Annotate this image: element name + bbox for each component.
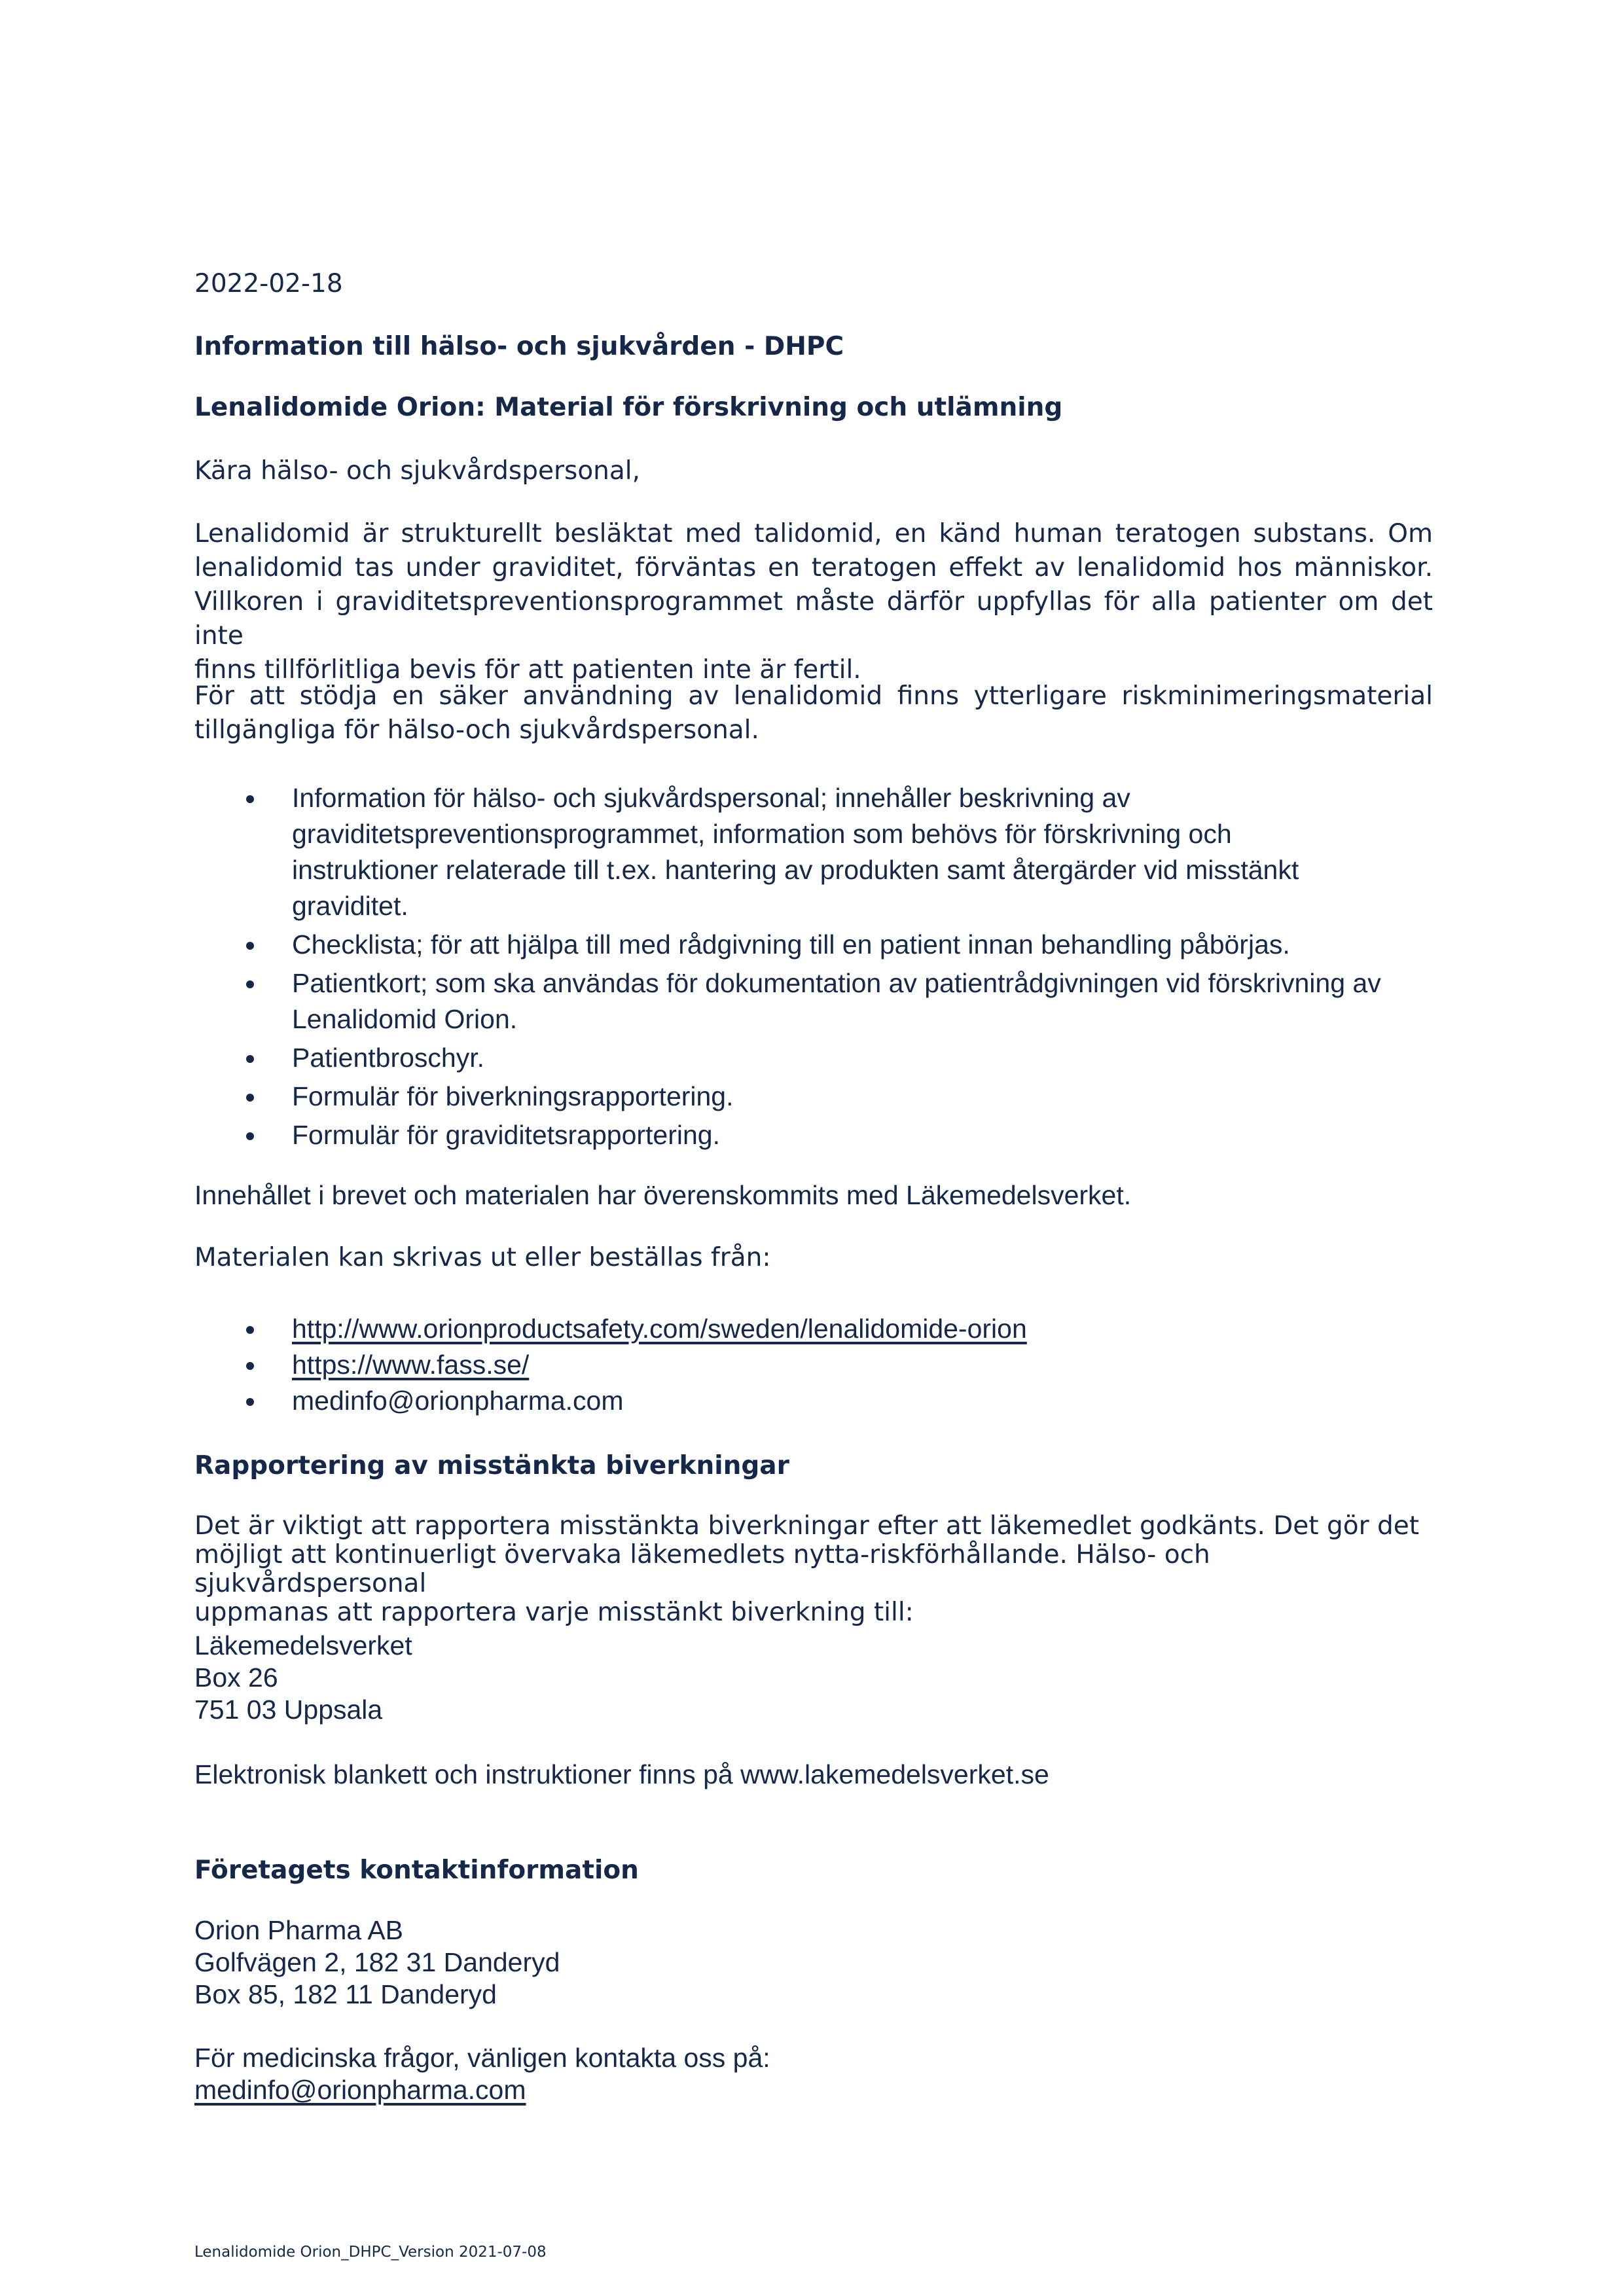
footer-version: Lenalidomide Orion_DHPC_Version 2021-07-08	[194, 2244, 547, 2261]
company-street: Golfvägen 2, 182 31 Danderyd	[194, 1947, 560, 1977]
list-item-line: instruktioner relaterade till t.ex. hantering av produkten samt återgärder vid misstänkt	[292, 855, 1299, 885]
paragraph-line: uppmanas att rapportera varje misstänkt biverkning till:	[194, 1598, 914, 1627]
list-item-line: Checklista; för att hjälpa till med rådgivning till en patient innan behandling påbörjas.	[292, 929, 1290, 960]
heading-dhpc: Information till hälso- och sjukvården - DHPC	[194, 332, 844, 361]
heading-contact: Företagets kontaktinformation	[194, 1856, 639, 1885]
paragraph-line: lenalidomid tas under graviditet, förväntas en teratogen effekt av lenalidomid hos människor.	[194, 553, 1433, 583]
paragraph-support	[194, 679, 1433, 747]
paragraph-teratogen	[194, 517, 1433, 687]
agency-city: 751 03 Uppsala	[194, 1695, 383, 1725]
salutation: Kära hälso- och sjukvårdspersonal,	[194, 456, 641, 486]
electronic-form-text: Elektronisk blankett och instruktioner finns på www.lakemedelsverket.se	[194, 1759, 1049, 1789]
bullet-icon	[246, 1132, 254, 1140]
paragraph-line: finns tillförlitliga bevis för att patienten inte är fertil.	[194, 655, 861, 685]
paragraph-line: Lenalidomid är strukturellt besläktat med talidomid, en känd human teratogen substans. Om	[194, 519, 1433, 548]
bullet-icon	[246, 1055, 254, 1063]
paragraph-line: Det är viktigt att rapportera misstänkta biverkningar efter att läkemedlet godkänts. Det gör det	[194, 1511, 1420, 1541]
list-item	[194, 965, 1433, 1037]
bullet-icon	[246, 1326, 254, 1334]
company-box: Box 85, 182 11 Danderyd	[194, 1979, 497, 2009]
list-item	[194, 1347, 1433, 1383]
bullet-icon	[246, 980, 254, 988]
list-item-line: Patientbroschyr.	[292, 1043, 484, 1073]
company-address	[194, 1914, 560, 2011]
agreement-text: Innehållet i brevet och materialen har överenskommits med Läkemedelsverket.	[194, 1180, 1132, 1210]
list-item	[194, 1311, 1433, 1347]
fass-link[interactable]: https://www.fass.se/	[292, 1350, 530, 1380]
paragraph-line: För att stödja en säker användning av lenalidomid finns ytterligare riskminimeringsmaterial	[194, 681, 1433, 711]
medical-contact	[194, 2042, 770, 2106]
bullet-icon	[246, 942, 254, 950]
list-item-line: Information för hälso- och sjukvårdspersonal; innehåller beskrivning av	[292, 783, 1130, 813]
bullet-icon	[246, 1094, 254, 1102]
list-item	[194, 927, 1433, 963]
list-item-line: graviditet.	[292, 891, 408, 921]
bullet-icon	[246, 1362, 254, 1370]
heading-product: Lenalidomide Orion: Material för förskrivning och utlämning	[194, 393, 1063, 422]
order-intro: Materialen kan skrivas ut eller beställas från:	[194, 1243, 771, 1272]
list-item-line: Formulär för biverkningsrapportering.	[292, 1081, 734, 1111]
list-item	[194, 1117, 1433, 1153]
agency-address	[194, 1630, 412, 1726]
bullet-icon	[246, 795, 254, 803]
list-item	[194, 1079, 1433, 1115]
bullet-icon	[246, 1398, 254, 1406]
list-item-line: Formulär för graviditetsrapportering.	[292, 1120, 720, 1150]
paragraph-line: möjligt att kontinuerligt övervaka läkemedlets nytta-riskförhållande. Hälso- och sjukvårdspersonal	[194, 1540, 1210, 1598]
reporting-paragraph	[194, 1512, 1433, 1627]
list-item-line: Lenalidomid Orion.	[292, 1004, 518, 1034]
paragraph-line: Villkoren i graviditetspreventionsprogrammet måste därför uppfyllas för alla patienter om det inte	[194, 587, 1433, 651]
medical-questions-text: För medicinska frågor, vänligen kontakta oss på:	[194, 2043, 770, 2073]
medinfo-email-link[interactable]: medinfo@orionpharma.com	[194, 2075, 526, 2105]
list-item-line: Patientkort; som ska användas för dokumentation av patientrådgivningen vid förskrivning av	[292, 968, 1381, 998]
list-item	[194, 1383, 1433, 1419]
heading-reporting: Rapportering av misstänkta biverkningar	[194, 1451, 789, 1480]
company-name: Orion Pharma AB	[194, 1915, 404, 1945]
orion-safety-link[interactable]: http://www.orionproductsafety.com/sweden/lenalidomide-orion	[292, 1314, 1027, 1344]
agency-box: Box 26	[194, 1662, 278, 1693]
materials-list	[194, 780, 1433, 1153]
order-sources-list	[194, 1311, 1433, 1419]
letter-date: 2022-02-18	[194, 269, 343, 298]
list-item	[194, 1040, 1433, 1076]
list-item	[194, 780, 1433, 924]
agency-name: Läkemedelsverket	[194, 1630, 412, 1660]
paragraph-line: tillgängliga för hälso-och sjukvårdspersonal.	[194, 715, 759, 745]
list-item-line: graviditetspreventionsprogrammet, information som behövs för förskrivning och	[292, 819, 1232, 849]
medinfo-email-text: medinfo@orionpharma.com	[292, 1386, 624, 1416]
